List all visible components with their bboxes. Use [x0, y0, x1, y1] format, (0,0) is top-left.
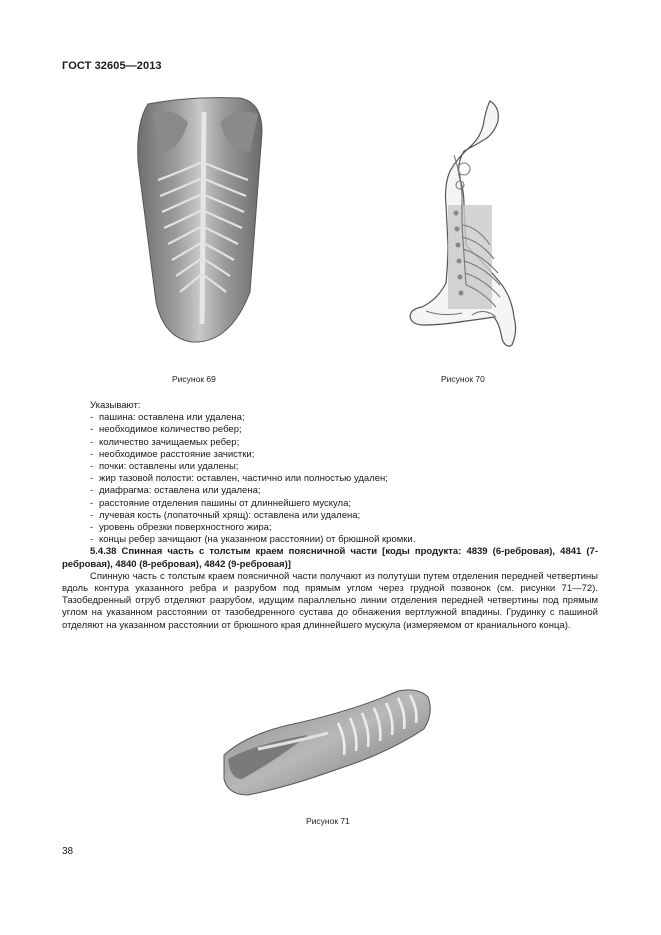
- list-item: - почки: оставлены или удалены;: [90, 461, 598, 473]
- list-item: - диафрагма: оставлена или удалена;: [90, 485, 598, 497]
- list-item: - жир тазовой полости: оставлен, частично или полностью удален;: [90, 473, 598, 485]
- section-title: 5.4.38 Спинная часть с толстым краем поясничной части [коды продукта: 4839 (6-ребровая), 4841 (7-ребровая), 4840 (8-ребровая), 4842 (9-ребровая)]: [62, 546, 598, 570]
- list-item: - лучевая кость (лопаточный хрящ): оставлена или удалена;: [90, 510, 598, 522]
- body-text: [62, 400, 598, 632]
- list-item: - пашина: оставлена или удалена;: [90, 412, 598, 424]
- document-header: ГОСТ 32605—2013: [62, 60, 162, 72]
- figure-70-caption: Рисунок 70: [441, 374, 485, 384]
- figure-69-meat-cut-image: [130, 92, 280, 352]
- list-item: - количество зачищаемых ребер;: [90, 437, 598, 449]
- list-item: - необходимое расстояние зачистки;: [90, 449, 598, 461]
- figure-71-caption: Рисунок 71: [306, 816, 350, 826]
- figure-69-caption: Рисунок 69: [172, 374, 216, 384]
- figure-70-carcass-diagram: [402, 95, 532, 357]
- list-item: - расстояние отделения пашины от длиннейшего мускула;: [90, 498, 598, 510]
- page-number: 38: [62, 846, 74, 857]
- list-item: - концы ребер зачищают (на указанном расстоянии) от брюшной кромки.: [90, 534, 598, 546]
- list-intro: Указывают:: [90, 400, 141, 411]
- list-item: - необходимое количество ребер;: [90, 424, 598, 436]
- list-item: - уровень обрезки поверхностного жира;: [90, 522, 598, 534]
- specification-list: [62, 412, 598, 546]
- figure-71-meat-cut-image: [218, 683, 438, 803]
- section-paragraph: Спинную часть с толстым краем поясничной части получают из полутуши путем отделения передней четвертины вдоль контура указанного ребра и разрубом под прямым углом через грудной позвонок (см. рисунки 71—72). Тазобедренный отруб отделяют разрубом, идущим параллельно линии отделения передней четвертины под прямым углом на указанном расстоянии от тазобедренного сустава до обнажения вертлужной впадины. Грудинку с пашиной отделяют на указанном расстоянии от брюшного края длиннейшего мускула (измеряемом от краниального конца).: [62, 570, 598, 631]
